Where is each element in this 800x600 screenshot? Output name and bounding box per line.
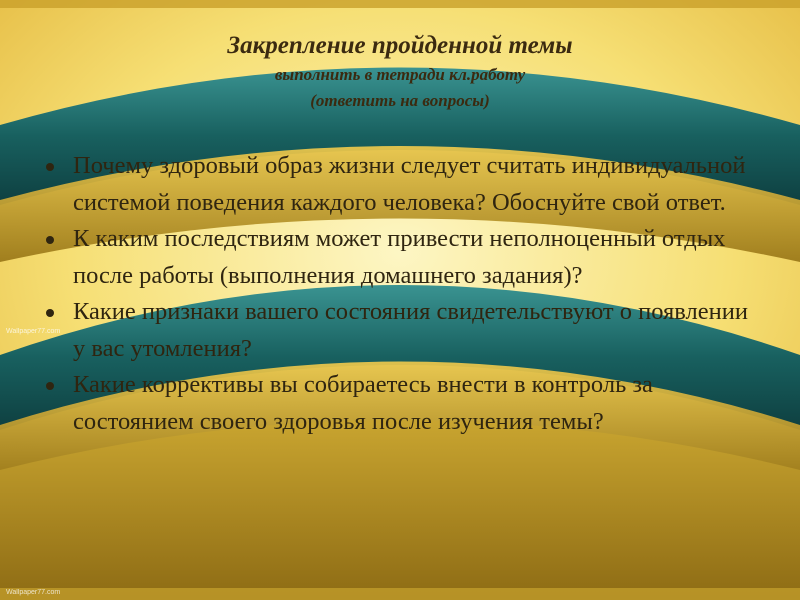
watermark: Wallpaper77.com bbox=[6, 328, 61, 335]
question-item bbox=[46, 367, 766, 440]
slide-header bbox=[0, 30, 800, 114]
question-text: Какие признаки вашего состояния свидетельствуют о появлении у вас утомления? bbox=[73, 298, 748, 362]
slide-subtitle-line1: выполнить в тетради кл.работу bbox=[274, 65, 526, 84]
slide-title: Закрепление пройденной темы bbox=[227, 32, 573, 59]
watermark: Wallpaper77.com bbox=[6, 589, 61, 596]
bullet-dot-icon bbox=[46, 382, 54, 390]
question-text: К каким последствиям может привести неполноценный отдых после работы (выполнения домашнего задания)? bbox=[73, 225, 726, 289]
question-item bbox=[46, 221, 766, 294]
slide-subtitle-line2: (ответить на вопросы) bbox=[310, 91, 490, 110]
question-text: Какие коррективы вы собираетесь внести в контроль за состоянием своего здоровья после изучения темы? bbox=[73, 371, 653, 435]
bullet-dot-icon bbox=[46, 309, 54, 317]
question-item bbox=[46, 148, 766, 221]
question-text: Почему здоровый образ жизни следует считать индивидуальной системой поведения каждого человека? Обоснуйте свой ответ. bbox=[73, 152, 746, 216]
question-list bbox=[46, 148, 766, 440]
question-item bbox=[46, 294, 766, 367]
bullet-dot-icon bbox=[46, 163, 54, 171]
bullet-dot-icon bbox=[46, 236, 54, 244]
